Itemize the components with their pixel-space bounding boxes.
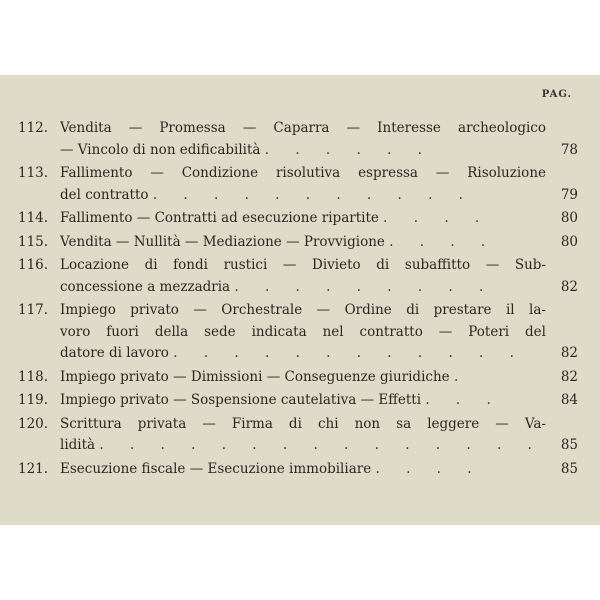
leader-dots: . . . . xyxy=(383,210,491,226)
index-entry xyxy=(18,163,578,206)
entry-number: 112. xyxy=(18,120,49,136)
index-entry xyxy=(18,255,578,298)
index-entry xyxy=(18,390,578,412)
entry-page-number: 79 xyxy=(560,186,578,203)
entry-title xyxy=(60,208,546,230)
entry-title-text: Fallimento — Contratti ad esecuzione ripartite xyxy=(60,210,379,226)
index-entry xyxy=(18,414,578,457)
entry-number: 115. xyxy=(18,233,49,250)
leader-dots: . xyxy=(453,368,470,385)
entry-title xyxy=(60,118,546,161)
index-entry xyxy=(18,232,578,254)
entry-title-text: Impiego privato — Orchestrale — Ordine di prestare il la- xyxy=(60,302,546,318)
entry-number: 118. xyxy=(18,368,49,385)
entry-title xyxy=(60,390,546,412)
entry-page-number: 80 xyxy=(560,233,578,250)
leader-dots: . . . . . . . . . . . . . . . xyxy=(99,437,543,453)
leader-dots: . . . xyxy=(425,392,502,408)
entry-title-line xyxy=(60,163,546,185)
entry-title-text: Impiego privato — Sospensione cautelativa — Effetti xyxy=(60,392,422,408)
entry-title-line xyxy=(60,343,546,365)
leader-dots: . . . . . . . . . . . xyxy=(152,186,474,203)
index-entry xyxy=(18,459,578,481)
entry-title-text: Fallimento — Condizione risolutiva espressa — Risoluzione xyxy=(60,165,546,181)
index-page xyxy=(0,75,600,525)
entry-title xyxy=(60,459,546,481)
page-column-label: PAG. xyxy=(541,89,572,100)
entry-title xyxy=(60,163,546,206)
entry-title xyxy=(60,414,546,457)
entry-title-line xyxy=(60,390,546,412)
entry-title-line xyxy=(60,414,546,436)
entry-title xyxy=(60,255,546,298)
entry-title-line xyxy=(60,208,546,230)
index-entry xyxy=(18,367,578,389)
entry-number: 113. xyxy=(18,165,49,181)
index-entries xyxy=(18,118,578,482)
entry-title-line xyxy=(60,277,546,299)
entry-title-line xyxy=(60,459,546,481)
entry-page-number: 82 xyxy=(560,345,578,361)
entry-page-number: 80 xyxy=(560,210,578,226)
leader-dots: . . . . . . . . . xyxy=(234,278,495,295)
entry-title-line xyxy=(60,367,546,389)
entry-page-number: 82 xyxy=(560,278,578,295)
entry-page-number: 78 xyxy=(560,141,578,158)
entry-title-line xyxy=(60,185,546,207)
entry-title-text: concessione a mezzadria xyxy=(60,278,231,295)
entry-title-line xyxy=(60,118,546,140)
entry-title-line xyxy=(60,232,546,254)
entry-title xyxy=(60,367,546,389)
entry-title-text: Locazione di fondi rustici — Divieto di subaffitto — Sub- xyxy=(60,257,546,273)
entry-title-line xyxy=(60,140,546,162)
entry-number: 116. xyxy=(18,257,49,273)
entry-number: 119. xyxy=(18,392,49,408)
entry-number: 117. xyxy=(18,302,49,318)
index-entry xyxy=(18,118,578,161)
entry-title-line xyxy=(60,300,546,322)
entry-number: 114. xyxy=(18,210,49,226)
leader-dots: . . . . . . . . . . . . xyxy=(173,345,525,361)
entry-number: 121. xyxy=(18,460,49,477)
entry-title xyxy=(60,300,546,365)
entry-title-text: del contratto xyxy=(60,186,149,203)
entry-title-line xyxy=(60,435,546,457)
entry-title-line xyxy=(60,255,546,277)
entry-page-number: 85 xyxy=(560,437,578,453)
leader-dots: . . . . xyxy=(375,460,483,477)
entry-page-number: 82 xyxy=(560,368,578,385)
entry-title-line xyxy=(60,322,546,344)
index-entry xyxy=(18,300,578,365)
entry-title xyxy=(60,232,546,254)
entry-page-number: 85 xyxy=(560,460,578,477)
entry-title-text: lidità xyxy=(60,437,96,453)
leader-dots: . . . . . . xyxy=(264,141,433,158)
entry-title-text: — Vincolo di non edificabilità xyxy=(60,141,261,158)
entry-page-number: 84 xyxy=(560,392,578,408)
entry-number: 120. xyxy=(18,415,49,432)
index-entry xyxy=(18,208,578,230)
entry-title-text: datore di lavoro xyxy=(60,345,169,361)
entry-title-text: Vendita — Nullità — Mediazione — Provvigione xyxy=(60,233,385,250)
entry-title-text: Scrittura privata — Firma di chi non sa leggere — Va- xyxy=(60,415,546,432)
entry-title-text: Esecuzione fiscale — Esecuzione immobiliare xyxy=(60,460,372,477)
entry-title-text: Impiego privato — Dimissioni — Conseguenze giuridiche xyxy=(60,368,450,385)
entry-title-text: Vendita — Promessa — Caparra — Interesse archeologico xyxy=(60,120,546,136)
entry-title-text: voro fuori della sede indicata nel contratto — Poteri del xyxy=(60,323,546,340)
leader-dots: . . . . xyxy=(389,233,497,250)
